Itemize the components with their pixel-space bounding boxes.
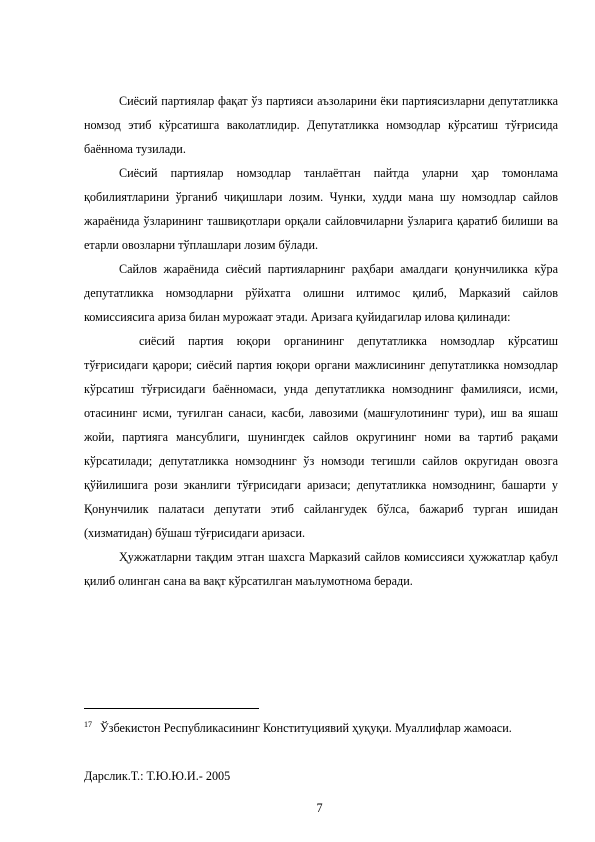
page-number: 7 — [316, 801, 323, 815]
footnote — [84, 716, 558, 740]
body-text — [84, 89, 558, 593]
footnote-number: 17 — [84, 719, 92, 729]
paragraph-party-authority: Сиёсий партиялар фақат ўз партияси аъзоларини ёки партиясизларни депутатликка номзод этиб кўрсатишга ваколатлидир. Депутатликка номзодлар кўрсатиш тўғрисида баённома тузилади. — [84, 94, 558, 156]
paragraph-registration-request: Сайлов жараёнида сиёсий партияларнинг раҳбари амалдаги қонунчиликка кўра депутатликка номзодларни рўйхатга олишни илтимос қилиб, Марказий сайлов комиссиясига ариза билан мурожаат этади. Аризага қуйидагилар илова қилинади: — [84, 262, 558, 324]
footnote-divider — [84, 708, 259, 709]
paragraph-attached-documents: сиёсий партия юқори органининг депутатликка номзодлар кўрсатиш тўғрисидаги қарори; сиёсий партия юқори органи мажлисининг депутатликка номзодлар кўрсатиш тўғрисидаги баённомаси, унда депутатликка номзоднинг фамилияси, исми, отасининг исми, туғилган санаси, касби, лавозими (машғулотининг тури), иш ва яшаш жойи, партияга мансублиги, шунингдек сайлов округининг номи ва тартиб рақами кўрсатилади; депутатликка номзоднинг ўз номзоди тегишли сайлов округидан овозга қўйилишига рози эканлиги тўғрисидаги аризаси; депутатликка номзоднинг, башарти у Қонунчилик палатаси депутати этиб сайлангудек бўлса, бажариб турган ишидан (хизматидан) бўшаш тўғрисидаги аризаси. — [84, 334, 558, 540]
source-line: Дарслик.Т.: Т.Ю.Ю.И.- 2005 — [84, 769, 231, 783]
paragraph-candidate-selection: Сиёсий партиялар номзодлар танлаётган пайтда уларни ҳар томонлама қобилиятларини ўрганиб чиқишлари лозим. Чунки, худди мана шу номзодлар сайлов жараёнида ўзларининг ташвиқотлари орқали сайловчиларни ўзларига қаратиб билиши ва етарли овозларни тўплашлари лозим бўлади. — [84, 166, 558, 252]
footnote-text: Ўзбекистон Республикасининг Конституциявий ҳуқуқи. Муаллифлар жамоаси. — [100, 721, 512, 735]
paragraph-receipt-certificate: Ҳужжатларни тақдим этган шахсга Марказий сайлов комиссияси ҳужжатлар қабул қилиб олинган сана ва вақт кўрсатилган маълумотнома беради. — [84, 550, 558, 588]
